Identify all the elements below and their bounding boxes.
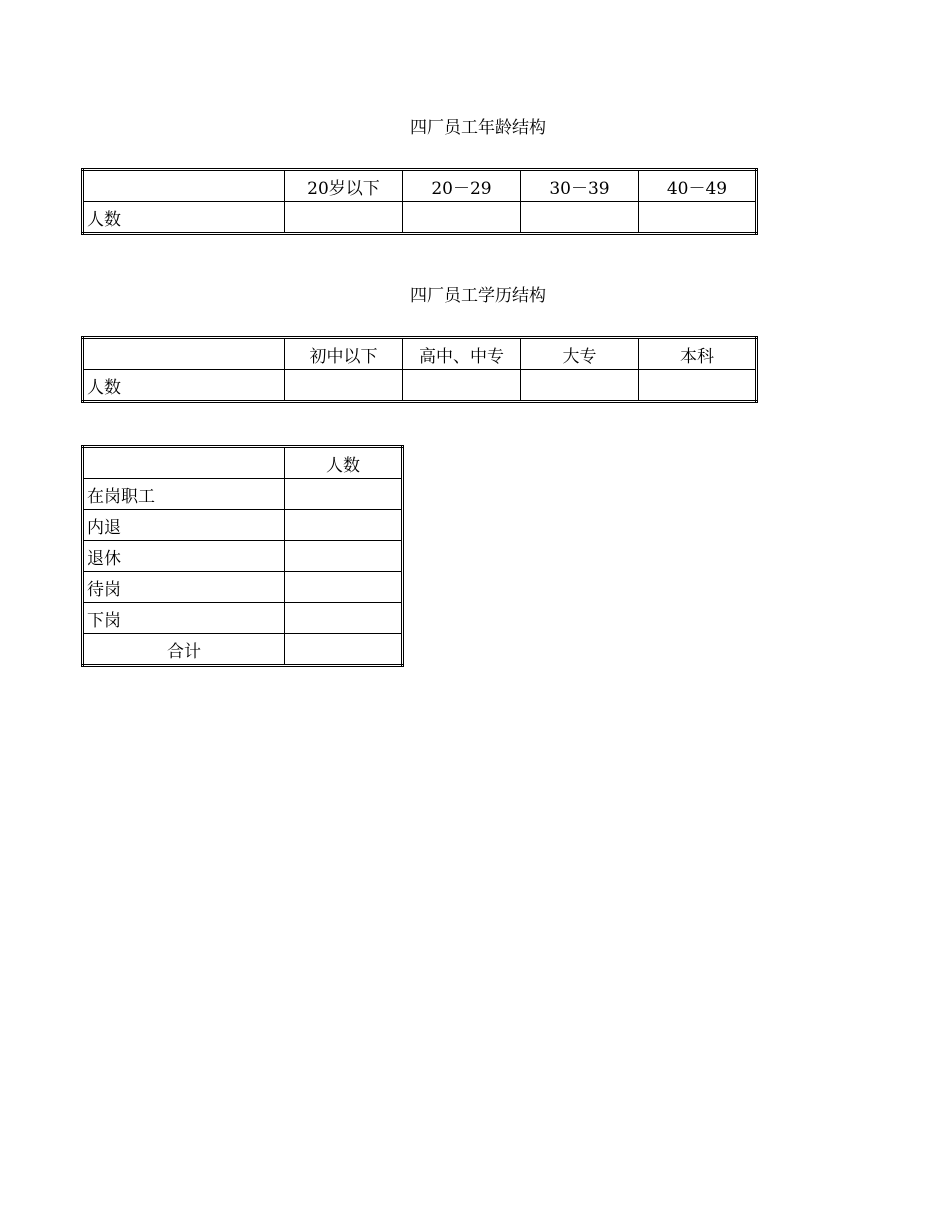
data-cell[interactable] <box>285 479 403 510</box>
data-cell[interactable] <box>285 634 403 666</box>
header-cell-40-49[interactable]: 40－49 <box>639 170 757 202</box>
table-total-row <box>83 634 403 666</box>
header-cell-bachelor[interactable]: 本科 <box>639 338 757 370</box>
row-label-laid-off[interactable]: 下岗 <box>83 603 285 634</box>
table-row <box>83 202 757 234</box>
data-cell[interactable] <box>285 510 403 541</box>
header-cell-college[interactable]: 大专 <box>521 338 639 370</box>
row-label-internal-retired[interactable]: 内退 <box>83 510 285 541</box>
table-header-row <box>83 447 403 479</box>
data-cell[interactable] <box>521 370 639 402</box>
table-row <box>83 572 403 603</box>
data-cell[interactable] <box>639 202 757 234</box>
row-label-on-duty[interactable]: 在岗职工 <box>83 479 285 510</box>
data-cell[interactable] <box>285 572 403 603</box>
data-cell[interactable] <box>285 541 403 572</box>
table-row <box>83 370 757 402</box>
table-row <box>83 541 403 572</box>
header-cell-blank[interactable] <box>83 338 285 370</box>
data-cell[interactable] <box>403 202 521 234</box>
table-header-row <box>83 170 757 202</box>
education-structure-table <box>81 336 758 403</box>
data-cell[interactable] <box>285 370 403 402</box>
data-cell[interactable] <box>403 370 521 402</box>
age-structure-table <box>81 168 758 235</box>
header-cell-junior-high-below[interactable]: 初中以下 <box>285 338 403 370</box>
age-structure-title: 四厂员工年龄结构 <box>410 118 546 138</box>
header-cell-20-29[interactable]: 20－29 <box>403 170 521 202</box>
data-cell[interactable] <box>521 202 639 234</box>
employment-status-table <box>81 445 404 667</box>
data-cell[interactable] <box>285 603 403 634</box>
table-header-row <box>83 338 757 370</box>
table-row <box>83 603 403 634</box>
education-structure-title: 四厂员工学历结构 <box>410 286 546 306</box>
header-cell-high-school[interactable]: 高中、中专 <box>403 338 521 370</box>
header-cell-blank[interactable] <box>83 170 285 202</box>
row-label-awaiting-post[interactable]: 待岗 <box>83 572 285 603</box>
row-label-headcount[interactable]: 人数 <box>83 370 285 402</box>
row-label-retired[interactable]: 退休 <box>83 541 285 572</box>
header-cell-30-39[interactable]: 30－39 <box>521 170 639 202</box>
header-cell-headcount[interactable]: 人数 <box>285 447 403 479</box>
row-label-headcount[interactable]: 人数 <box>83 202 285 234</box>
data-cell[interactable] <box>285 202 403 234</box>
header-cell-blank[interactable] <box>83 447 285 479</box>
data-cell[interactable] <box>639 370 757 402</box>
row-label-total[interactable]: 合计 <box>83 634 285 666</box>
header-cell-under-20[interactable]: 20岁以下 <box>285 170 403 202</box>
table-row <box>83 479 403 510</box>
table-row <box>83 510 403 541</box>
